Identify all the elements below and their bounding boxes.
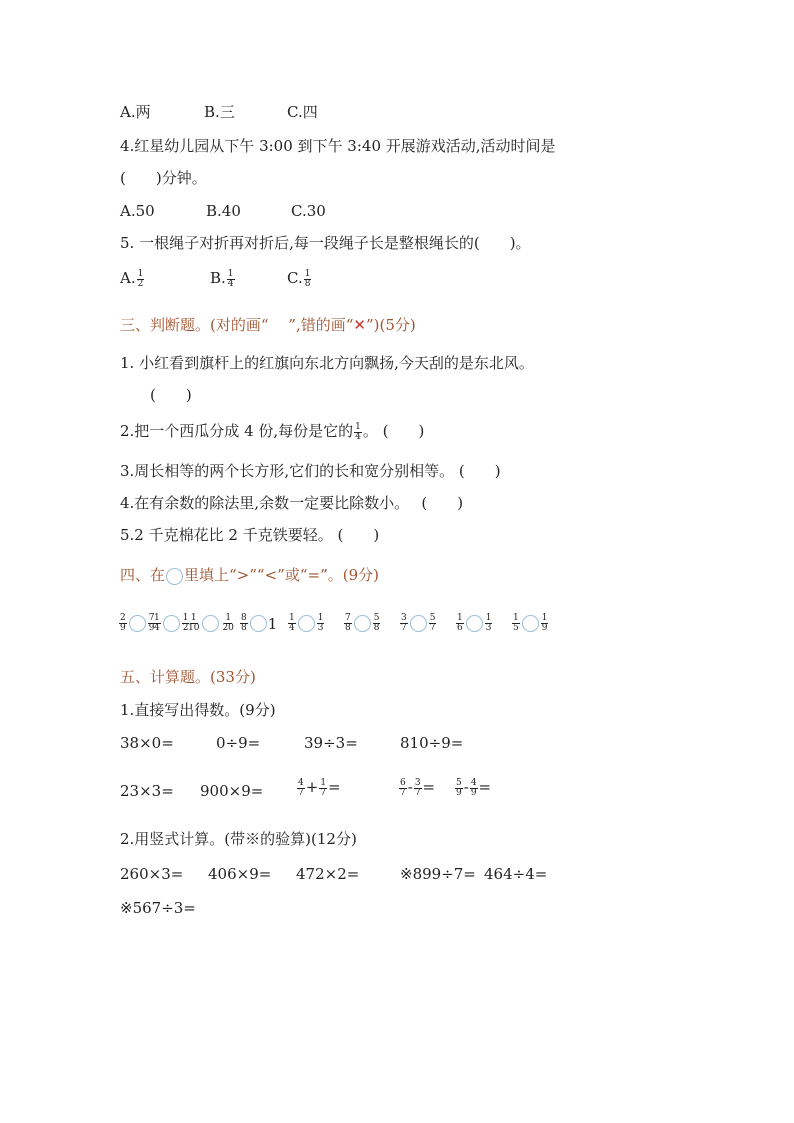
calc-item: 39÷3= bbox=[304, 734, 358, 752]
option-b: B.40 bbox=[206, 202, 241, 220]
answer-circle bbox=[298, 615, 315, 632]
compare-item: $\frac{8}{8}$ 1 bbox=[241, 613, 278, 633]
calc-item: 406×9= bbox=[208, 865, 272, 883]
calc-item: 23×3= bbox=[120, 782, 174, 800]
fraction: $\frac{1}{4}$ bbox=[355, 421, 361, 442]
calc-item: 810÷9= bbox=[400, 734, 464, 752]
answer-circle bbox=[250, 615, 267, 632]
calc-item: 900×9= bbox=[200, 782, 264, 800]
option-a: A.50 bbox=[120, 202, 155, 220]
answer-circle bbox=[410, 615, 427, 632]
option-c: C.四 bbox=[287, 103, 318, 121]
answer-circle bbox=[522, 615, 539, 632]
calc-1-title: 1.直接写出得数。(9分) bbox=[120, 701, 276, 719]
judge-2: 2.把一个西瓜分成 4 份,每份是它的 $\frac{1}{4}$ 。 ( ) bbox=[120, 421, 425, 442]
judge-4: 4.在有余数的除法里,余数一定要比除数小。 ( ) bbox=[120, 494, 464, 512]
calc-item: 464÷4= bbox=[484, 865, 548, 883]
calc-item: 0÷9= bbox=[216, 734, 261, 752]
calc-item: 38×0= bbox=[120, 734, 174, 752]
option-c: C.30 bbox=[291, 202, 326, 220]
fraction: $\frac{1}{2}$ bbox=[137, 268, 144, 289]
answer-circle bbox=[202, 615, 219, 632]
fraction: $\frac{1}{8}$ bbox=[304, 268, 311, 289]
compare-item: $\frac{3}{7}$ $\frac{5}{7}$ bbox=[401, 613, 436, 633]
calc-item: $\frac{5}{9}$ - $\frac{4}{9}$ = bbox=[456, 777, 492, 798]
answer-circle bbox=[354, 615, 371, 632]
option-a: A. $\frac{1}{2}$ bbox=[120, 268, 144, 289]
option-a: A.两 bbox=[120, 103, 151, 121]
calc-item: 472×2= bbox=[296, 865, 360, 883]
answer-circle bbox=[163, 615, 180, 632]
fraction: $\frac{1}{4}$ bbox=[227, 268, 234, 289]
answer-circle bbox=[129, 615, 146, 632]
compare-item: $\frac{1}{10}$ $\frac{1}{20}$ bbox=[188, 613, 234, 633]
judge-3: 3.周长相等的两个长方形,它们的长和宽分别相等。 ( ) bbox=[120, 462, 501, 480]
section-3-title: 三、判断题。(对的画“ ”,错的画“✕”)(5分) bbox=[120, 316, 416, 334]
option-c: C. $\frac{1}{8}$ bbox=[287, 268, 311, 289]
calc-item: $\frac{4}{7}$ + $\frac{1}{7}$ = bbox=[298, 777, 341, 798]
calc-item: ※567÷3= bbox=[120, 899, 196, 917]
compare-item: $\frac{7}{8}$ $\frac{5}{8}$ bbox=[345, 613, 380, 633]
question-4-line2: ( )分钟。 bbox=[120, 169, 207, 187]
question-4-line1: 4.红星幼儿园从下午 3:00 到下午 3:40 开展游戏活动,活动时间是 bbox=[120, 137, 556, 155]
compare-item: $\frac{1}{4}$ $\frac{1}{2}$ bbox=[154, 613, 189, 633]
calc-2-title: 2.用竖式计算。(带※的验算)(12分) bbox=[120, 830, 357, 848]
cross-icon: ✕ bbox=[353, 316, 366, 334]
calc-item: ※899÷7= bbox=[400, 865, 476, 883]
question-5: 5. 一根绳子对折再对折后,每一段绳子长是整根绳长的( )。 bbox=[120, 234, 531, 252]
answer-circle bbox=[466, 615, 483, 632]
compare-item: $\frac{1}{4}$ $\frac{1}{3}$ bbox=[289, 613, 324, 633]
judge-1: 1. 小红看到旗杆上的红旗向东北方向飘扬,今天刮的是东北风。 bbox=[120, 354, 534, 372]
compare-item: $\frac{2}{9}$ $\frac{7}{9}$ bbox=[120, 613, 155, 633]
calc-item: 260×3= bbox=[120, 865, 184, 883]
compare-item: $\frac{1}{5}$ $\frac{1}{9}$ bbox=[513, 613, 548, 633]
calc-item: $\frac{6}{7}$ - $\frac{3}{7}$ = bbox=[400, 777, 436, 798]
judge-5: 5.2 千克棉花比 2 千克铁要轻。 ( ) bbox=[120, 526, 380, 544]
section-4-title: 四、在 里填上“>”“<”或“=”。(9分) bbox=[120, 566, 379, 584]
compare-item: $\frac{1}{6}$ $\frac{1}{3}$ bbox=[457, 613, 492, 633]
option-b: B.三 bbox=[204, 103, 235, 121]
judge-1-bracket: ( ) bbox=[150, 386, 192, 404]
circle-icon bbox=[166, 568, 183, 585]
option-b: B. $\frac{1}{4}$ bbox=[210, 268, 234, 289]
section-5-title: 五、计算题。(33分) bbox=[120, 668, 256, 686]
